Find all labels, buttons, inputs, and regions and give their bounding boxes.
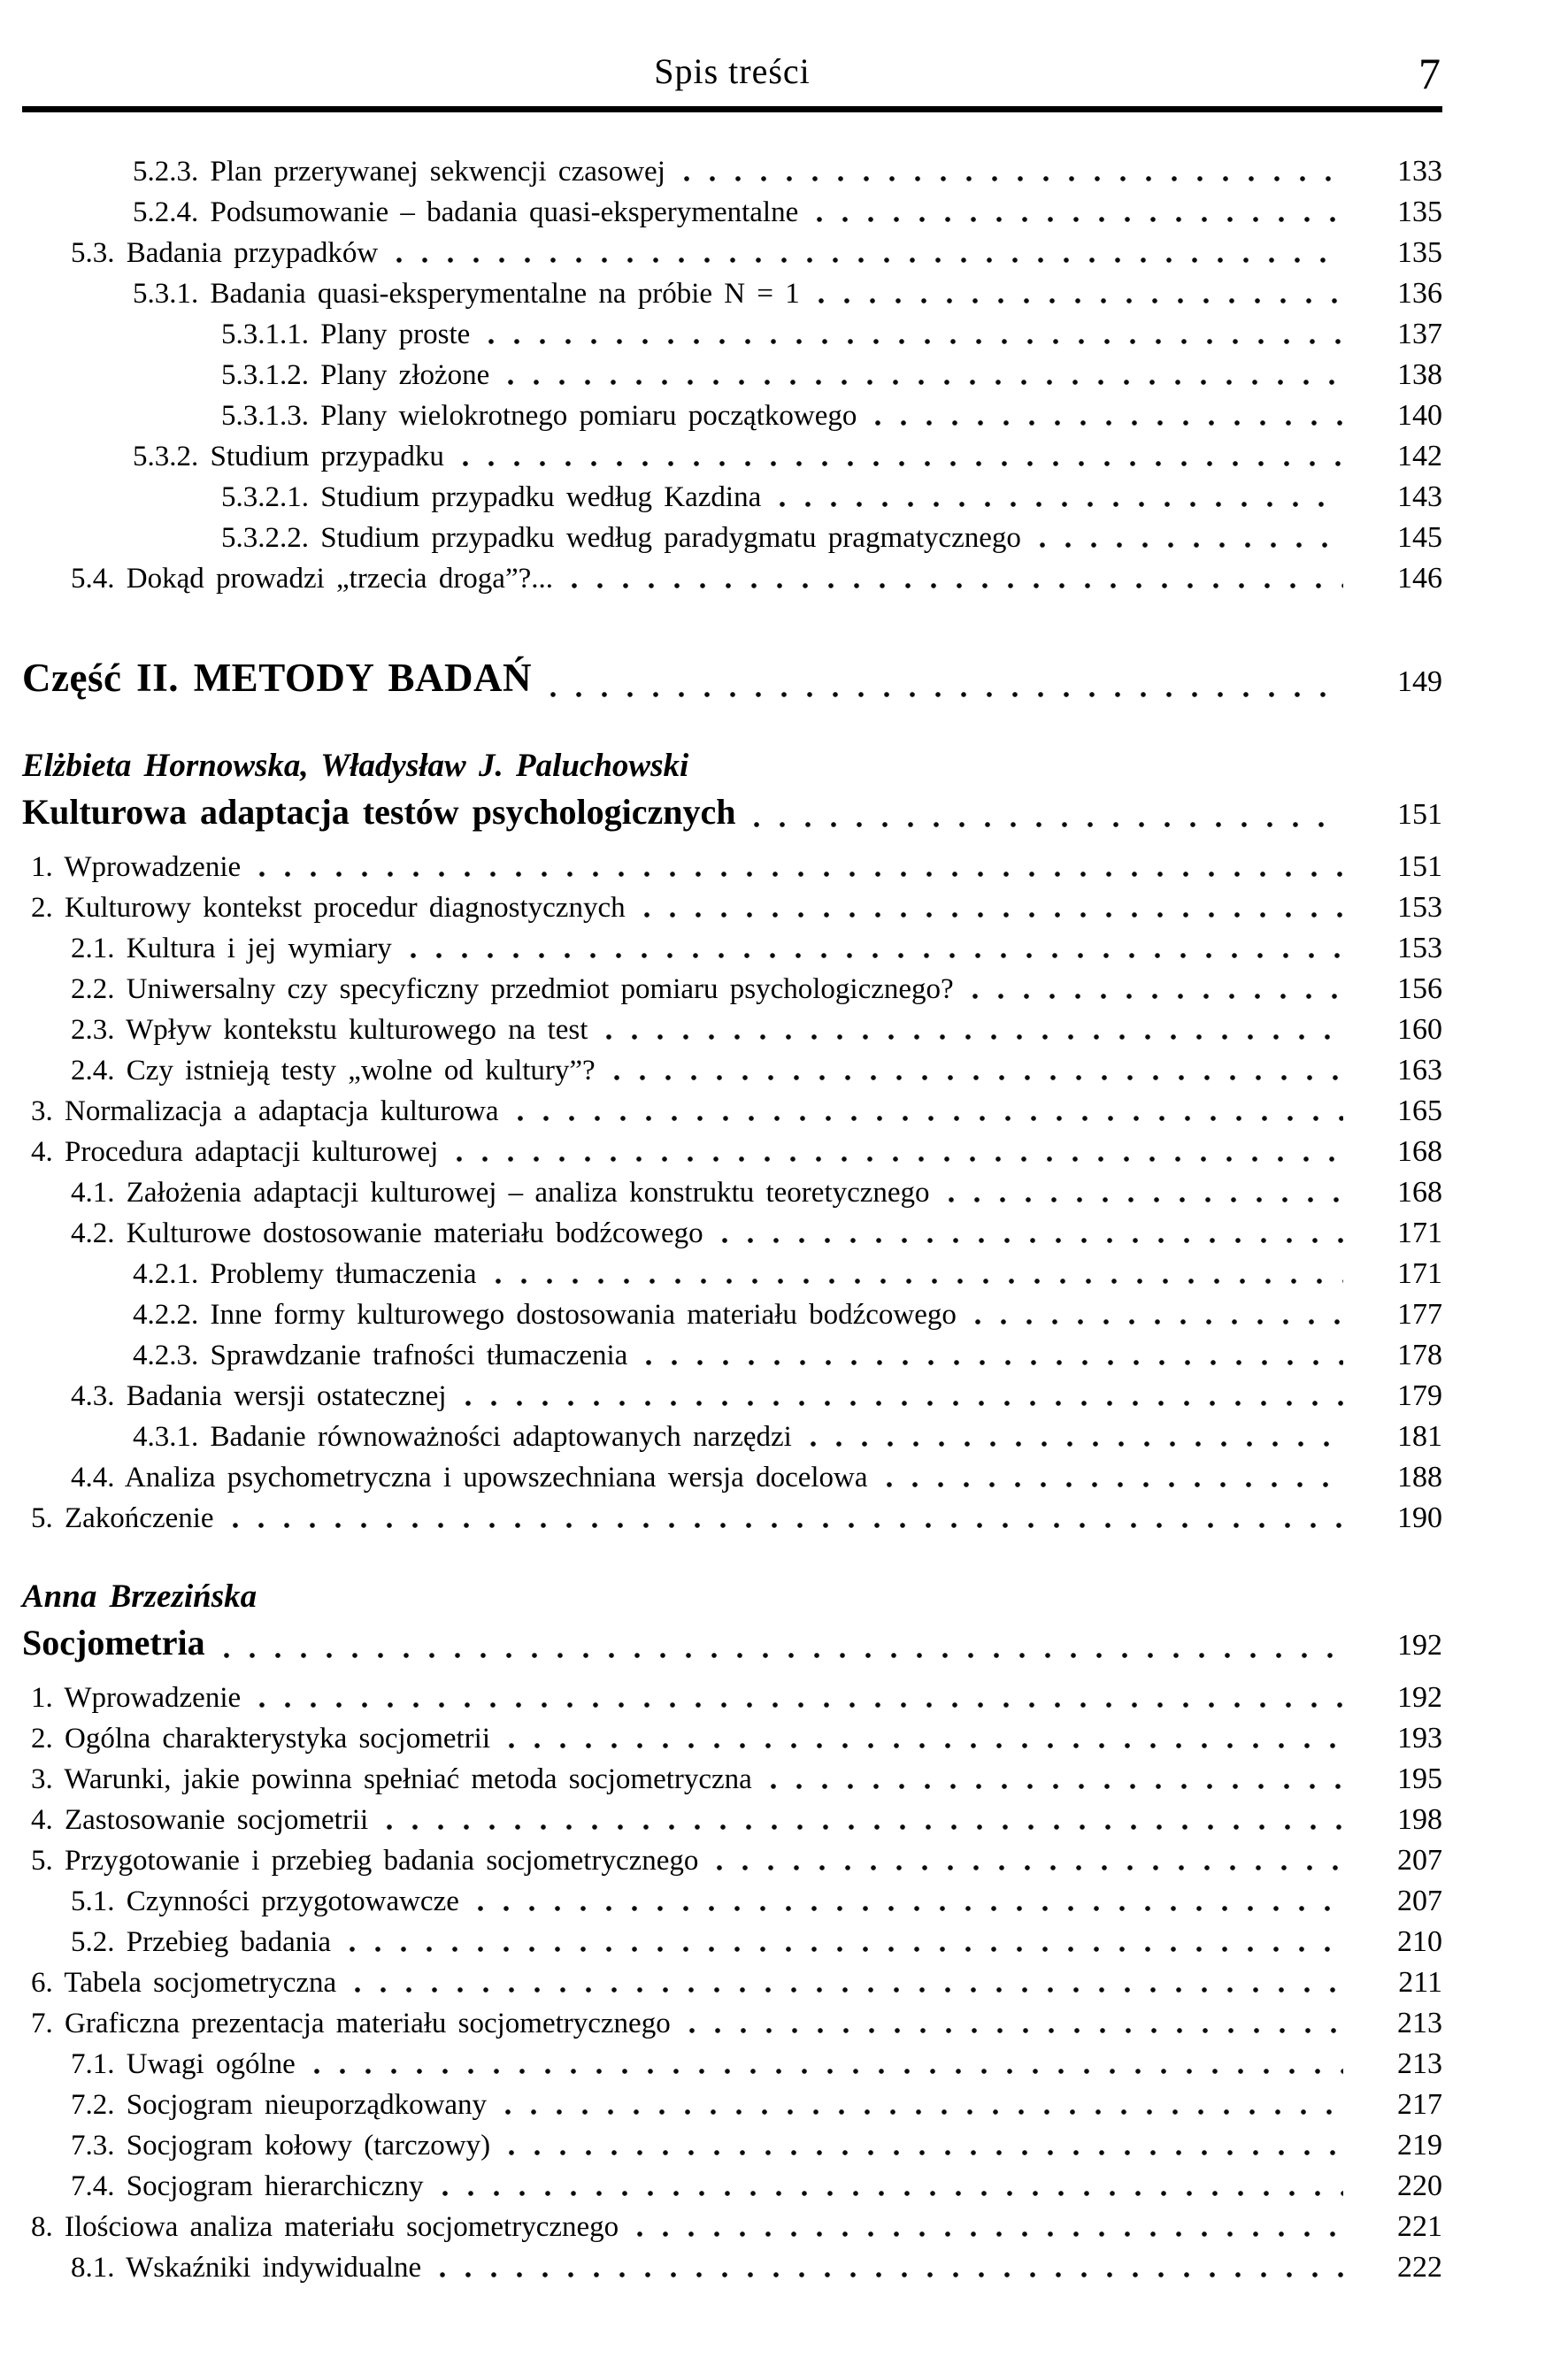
dot-leader	[948, 1172, 1343, 1213]
content-column	[0, 35, 1568, 2288]
toc-row-page: 136	[1397, 277, 1442, 310]
toc-row-page: 165	[1397, 1094, 1442, 1127]
dot-leader	[974, 1294, 1343, 1335]
toc-row-page: 140	[1397, 399, 1442, 432]
toc-row-label: 2.3. Wpływ kontekstu kulturowego na test	[71, 1014, 588, 1046]
dot-leader	[386, 1800, 1343, 1840]
toc-row-page: 181	[1397, 1420, 1442, 1453]
dot-leader	[972, 969, 1343, 1010]
dot-leader	[462, 436, 1343, 477]
toc-row	[22, 1678, 1442, 1718]
toc-row	[22, 2044, 1442, 2085]
toc-row-label: 7. Graficzna prezentacja materiału socjometrycznego	[31, 2008, 671, 2039]
toc-row-label: 8. Ilościowa analiza materiału socjometrycznego	[31, 2211, 619, 2243]
toc-row-label: Socjometria	[22, 1623, 205, 1663]
toc-row-page: 207	[1397, 1844, 1442, 1877]
dot-leader	[645, 1335, 1343, 1376]
toc-row	[22, 1050, 1442, 1091]
toc-row-page: 153	[1397, 891, 1442, 924]
toc-row-label: 5.3.1.2. Plany złożone	[221, 359, 490, 391]
toc-row	[22, 396, 1442, 436]
toc-row-label: 2.4. Czy istnieją testy „wolne od kultury”?	[71, 1055, 596, 1087]
toc-row-page: 192	[1397, 1629, 1442, 1662]
toc-row-label: 5.2. Przebieg badania	[71, 1926, 332, 1958]
dot-leader	[517, 1091, 1343, 1132]
toc-row-label: 5.3.1.3. Plany wielokrotnego pomiaru początkowego	[221, 400, 857, 432]
toc-row-label: 4.2. Kulturowe dostosowanie materiału bodźcowego	[71, 1217, 703, 1249]
toc-row-page: 149	[1397, 665, 1442, 698]
toc-row-page: 151	[1397, 850, 1442, 883]
toc-row-label: 4. Procedura adaptacji kulturowej	[31, 1136, 439, 1168]
toc-row	[22, 1091, 1442, 1132]
toc-row-page: 217	[1397, 2088, 1442, 2121]
dot-leader	[258, 1678, 1343, 1718]
dot-leader	[613, 1050, 1343, 1091]
toc-row-page: 221	[1397, 2210, 1442, 2243]
dot-leader	[683, 151, 1343, 192]
toc-row-label: 2. Ogólna charakterystyka socjometrii	[31, 1723, 491, 1755]
toc-row	[22, 355, 1442, 396]
toc-row-label: 2. Kulturowy kontekst procedur diagnostycznych	[31, 892, 626, 924]
toc-row	[22, 2247, 1442, 2288]
toc-row-label: 5.3.2.2. Studium przypadku według paradygmatu pragmatycznego	[221, 522, 1021, 554]
toc-row	[22, 477, 1442, 518]
toc-row-label: 8.1. Wskaźniki indywidualne	[71, 2252, 422, 2284]
header-rule	[22, 106, 1442, 112]
toc-row-page: 219	[1397, 2129, 1442, 2162]
toc-row-label: 4.1. Założenia adaptacji kulturowej – analiza konstruktu teoretycznego	[71, 1177, 930, 1209]
toc-row-label: 4.3. Badania wersji ostatecznej	[71, 1380, 447, 1412]
toc-row-label: 7.2. Socjogram nieuporządkowany	[71, 2089, 488, 2121]
page-number-corner: 7	[1418, 49, 1441, 98]
toc-row-label: 5. Zakończenie	[31, 1502, 214, 1534]
toc-row	[22, 1457, 1442, 1498]
toc-row-label: 7.1. Uwagi ogólne	[71, 2048, 296, 2080]
toc-row-page: 207	[1397, 1885, 1442, 1917]
dot-leader	[456, 1132, 1343, 1172]
dot-leader	[874, 396, 1343, 436]
toc-row	[22, 969, 1442, 1010]
toc-row	[22, 1922, 1442, 1962]
toc-row-label: 7.3. Socjogram kołowy (tarczowy)	[71, 2130, 491, 2162]
dot-leader	[571, 558, 1343, 599]
toc-row-page: 192	[1397, 1681, 1442, 1714]
dot-leader	[818, 273, 1343, 314]
toc-row-page: 168	[1397, 1135, 1442, 1168]
toc-row	[22, 1620, 1442, 1669]
dot-leader	[410, 928, 1343, 969]
dot-leader	[886, 1457, 1343, 1498]
toc-row	[22, 1498, 1442, 1539]
toc-row-page: 163	[1397, 1054, 1442, 1087]
toc-row-page: 210	[1397, 1925, 1442, 1958]
toc-row	[22, 1376, 1442, 1417]
dot-leader	[753, 789, 1343, 838]
toc-row	[22, 789, 1442, 838]
toc-row-page: 133	[1397, 155, 1442, 188]
toc-row-page: 198	[1397, 1803, 1442, 1836]
toc-row-page: 195	[1397, 1762, 1442, 1795]
toc-row	[22, 2125, 1442, 2166]
toc-row-label: 4.2.3. Sprawdzanie trafności tłumaczenia	[133, 1340, 628, 1371]
toc-row-page: 222	[1397, 2251, 1442, 2284]
toc-row-label: 5.3. Badania przypadków	[71, 237, 379, 269]
dot-leader	[354, 1962, 1343, 2003]
toc-row	[22, 1881, 1442, 1922]
toc-row-page: 153	[1397, 932, 1442, 964]
toc-row	[22, 314, 1442, 355]
toc-row	[22, 2207, 1442, 2247]
dot-leader	[810, 1417, 1343, 1457]
dot-leader	[716, 1840, 1343, 1881]
toc-row-label: Kulturowa adaptacja testów psychologicznych	[22, 792, 736, 832]
toc-row-label: 7.4. Socjogram hierarchiczny	[71, 2170, 424, 2202]
toc-row-label: 5.3.1. Badania quasi-eksperymentalne na próbie N = 1	[133, 278, 800, 310]
toc-row-page: 137	[1397, 318, 1442, 350]
toc-row-page: 190	[1397, 1501, 1442, 1534]
toc-row-page: 151	[1397, 798, 1442, 831]
dot-leader	[258, 847, 1343, 887]
dot-leader	[643, 887, 1343, 928]
dot-leader	[504, 2085, 1343, 2125]
dot-leader	[816, 192, 1343, 233]
toc-row	[22, 652, 1442, 708]
toc-row	[22, 1962, 1442, 2003]
toc-row-label: 4.4. Analiza psychometryczna i upowszechniana wersja docelowa	[71, 1462, 868, 1494]
page-title: Spis treści	[654, 51, 811, 91]
toc-row-label: 5.3.2.1. Studium przypadku według Kazdina	[221, 481, 762, 513]
toc-row	[22, 192, 1442, 233]
toc-row	[22, 1213, 1442, 1254]
dot-leader	[779, 477, 1343, 518]
toc-row-page: 135	[1397, 236, 1442, 269]
toc-row-page: 220	[1397, 2169, 1442, 2202]
table-of-contents	[22, 151, 1442, 2288]
toc-row	[22, 273, 1442, 314]
toc-row-label: 1. Wprowadzenie	[31, 851, 242, 883]
toc-row	[22, 151, 1442, 192]
dot-leader	[223, 1620, 1343, 1669]
toc-row-page: 171	[1397, 1217, 1442, 1249]
toc-row-label: 5.3.1.1. Plany proste	[221, 319, 471, 350]
dot-leader	[495, 1254, 1344, 1294]
toc-row-label: 3. Warunki, jakie powinna spełniać metoda socjometryczna	[31, 1763, 752, 1795]
toc-row-page: 138	[1397, 358, 1442, 391]
toc-row-page: 178	[1397, 1339, 1442, 1371]
toc-row-label: 4.3.1. Badanie równoważności adaptowanych narzędzi	[133, 1421, 792, 1453]
toc-row-label: Część II. METODY BADAŃ	[22, 656, 532, 700]
toc-row-label: 3. Normalizacja a adaptacja kulturowa	[31, 1095, 499, 1127]
toc-row	[22, 1294, 1442, 1335]
toc-row-label: 5. Przygotowanie i przebieg badania socjometrycznego	[31, 1845, 699, 1877]
toc-row-page: 156	[1397, 972, 1442, 1005]
toc-row-label: 5.1. Czynności przygotowawcze	[71, 1885, 459, 1917]
dot-leader	[442, 2166, 1343, 2207]
toc-row	[22, 1132, 1442, 1172]
toc-row-page: 171	[1397, 1257, 1442, 1290]
toc-row-label: 2.2. Uniwersalny czy specyficzny przedmiot pomiaru psychologicznego?	[71, 973, 954, 1005]
toc-row	[22, 558, 1442, 599]
toc-row-label: 6. Tabela socjometryczna	[31, 1967, 337, 1999]
toc-row	[22, 887, 1442, 928]
toc-row-page: 168	[1397, 1176, 1442, 1209]
dot-leader	[508, 2125, 1343, 2166]
toc-row-page: 142	[1397, 440, 1442, 472]
dot-leader	[636, 2207, 1343, 2247]
toc-row	[22, 1172, 1442, 1213]
toc-row-label: Elżbieta Hornowska, Władysław J. Paluchowski	[22, 748, 689, 784]
dot-leader	[721, 1213, 1343, 1254]
dot-leader	[477, 1881, 1343, 1922]
dot-leader	[688, 2003, 1343, 2044]
toc-row-label: Anna Brzezińska	[22, 1578, 257, 1615]
toc-row	[22, 1010, 1442, 1050]
dot-leader	[605, 1010, 1343, 1050]
toc-row	[22, 1578, 1442, 1617]
toc-row-page: 177	[1397, 1298, 1442, 1331]
toc-row-label: 4.2.1. Problemy tłumaczenia	[133, 1258, 477, 1290]
toc-row-page: 179	[1397, 1379, 1442, 1412]
dot-leader	[508, 1718, 1343, 1759]
toc-row-label: 4.2.2. Inne formy kulturowego dostosowania materiału bodźcowego	[133, 1299, 957, 1331]
dot-leader	[349, 1922, 1343, 1962]
toc-row-page: 213	[1397, 2047, 1442, 2080]
dot-leader	[1039, 518, 1343, 558]
toc-row	[22, 2166, 1442, 2207]
toc-row-page: 188	[1397, 1461, 1442, 1494]
toc-row	[22, 928, 1442, 969]
toc-row	[22, 2003, 1442, 2044]
toc-row	[22, 2085, 1442, 2125]
toc-row-label: 1. Wprowadzenie	[31, 1682, 242, 1714]
dot-leader	[396, 233, 1343, 273]
dot-leader	[439, 2247, 1343, 2288]
toc-row-label: 5.2.4. Podsumowanie – badania quasi-eksperymentalne	[133, 196, 799, 228]
toc-row	[22, 747, 1442, 786]
dot-leader	[232, 1498, 1343, 1539]
toc-row-page: 146	[1397, 562, 1442, 595]
dot-leader	[550, 652, 1343, 708]
toc-row	[22, 1718, 1442, 1759]
toc-row-label: 5.2.3. Plan przerywanej sekwencji czasowej	[133, 156, 665, 188]
toc-row-page: 135	[1397, 196, 1442, 228]
toc-row-page: 143	[1397, 480, 1442, 513]
toc-row	[22, 436, 1442, 477]
toc-row-page: 211	[1398, 1966, 1442, 1999]
toc-row	[22, 518, 1442, 558]
dot-leader	[488, 314, 1343, 355]
toc-row-label: 5.4. Dokąd prowadzi „trzecia droga”?...	[71, 563, 554, 595]
toc-row-page: 193	[1397, 1722, 1442, 1755]
toc-row-page: 145	[1397, 521, 1442, 554]
toc-row	[22, 1417, 1442, 1457]
page-header	[22, 35, 1442, 98]
toc-row	[22, 1800, 1442, 1840]
toc-row	[22, 1335, 1442, 1376]
dot-leader	[313, 2044, 1343, 2085]
toc-row-page: 160	[1397, 1013, 1442, 1046]
toc-row	[22, 1254, 1442, 1294]
toc-row-label: 4. Zastosowanie socjometrii	[31, 1804, 369, 1836]
dot-leader	[507, 355, 1343, 396]
toc-row-page: 213	[1397, 2007, 1442, 2039]
dot-leader	[770, 1759, 1343, 1800]
toc-row	[22, 233, 1442, 273]
dot-leader	[465, 1376, 1343, 1417]
toc-row-label: 2.1. Kultura i jej wymiary	[71, 933, 392, 964]
toc-row	[22, 1759, 1442, 1800]
toc-row	[22, 1840, 1442, 1881]
toc-row	[22, 847, 1442, 887]
toc-row-label: 5.3.2. Studium przypadku	[133, 441, 444, 472]
